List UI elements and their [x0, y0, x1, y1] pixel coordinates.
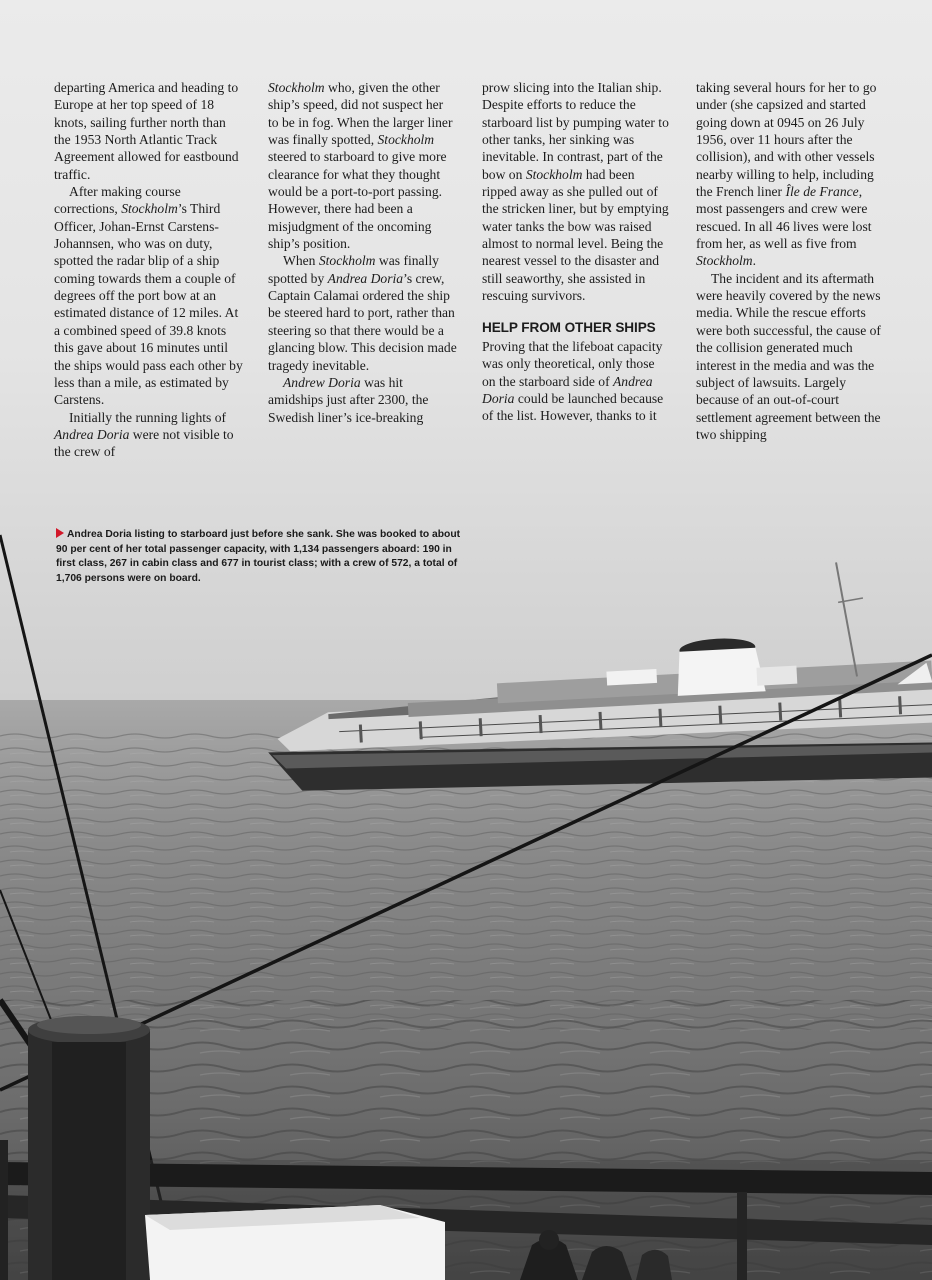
paragraph: Proving that the lifeboat capacity was only theoretical, only those on the starboard side of Andrea Doria could be launched because of the list. However, thanks to it: [482, 338, 664, 424]
article-body: [54, 79, 886, 461]
article-column-2: [268, 79, 457, 461]
paragraph: When Stockholm was finally spotted by Andrea Doria’s crew, Captain Calamai ordered the ship be steered hard to port, rather than steering so that there would be a glancing blow. This decision made tragedy inevitable.: [268, 253, 457, 373]
photo-caption: [56, 528, 468, 586]
ship-name: Andrew Doria: [283, 374, 361, 390]
ship-name: Stockholm: [268, 80, 325, 95]
paragraph: Initially the running lights of Andrea Doria were not visible to the crew of: [54, 409, 234, 460]
ship-name: Andrea Doria: [482, 373, 653, 406]
ship-name: Stockholm: [696, 253, 753, 269]
section-heading: HELP FROM OTHER SHIPS: [482, 320, 656, 336]
ship-name: Stockholm: [318, 253, 376, 269]
ship-name: Stockholm: [121, 201, 178, 217]
ship-name: Stockholm: [525, 166, 583, 182]
ship-name: Andrea Doria: [54, 426, 130, 442]
article-column-4: [696, 79, 885, 461]
article-column-1: [54, 79, 243, 461]
paragraph: Stockholm who, given the other ship’s speed, did not suspect her to be in fog. When the larger liner was finally spotted, Stockholm steered to starboard to give more clearance for what they thought would be a port-to-port passing. However, there had been a misjudgment of the oncoming ship’s position.: [268, 80, 453, 252]
article-column-3: [482, 79, 671, 461]
caption-text: Andrea Doria listing to starboard just before she sank. She was booked to about 90 per cent of her total passenger capacity, with 1,134 passengers aboard: 190 in first class, 267 in cabin class and 677 in tourist class; with a crew of 572, a total of 1,706 persons were on board.: [56, 529, 461, 584]
paragraph: The incident and its aftermath were heavily covered by the news media. While the rescue efforts were both successful, the cause of the collision generated much interest in the media and was the subject of lawsuits. Largely because of an out-of-court settlement agreement between the two shipping: [696, 270, 881, 442]
caption-marker-icon: [56, 528, 64, 538]
ship-name: Île de France: [785, 184, 859, 200]
ship-name: Andrea Doria: [327, 270, 404, 286]
paragraph: Andrew Doria was hit amidships just after 2300, the Swedish liner’s ice-breaking: [268, 374, 429, 425]
paragraph: taking several hours for her to go under (she capsized and started going down at 0945 on 26 July 1956, over 11 hours after the collision), and with other vessels nearby willing to help, including the French liner Île de France, most passengers and crew were rescued. In all 46 lives were lost from her, as well as five from Stockholm.: [696, 80, 877, 269]
paragraph: After making course corrections, Stockholm’s Third Officer, Johan-Ernst Carstens-Johannsen, who was on duty, spotted the radar blip of a ship coming towards them a couple of degrees off the port bow at an estimated distance of 12 miles. At a combined speed of 39.8 knots this gave about 16 minutes until the ships would pass each other by less than a mile, as estimated by Carstens.: [54, 184, 243, 408]
ship-name: Stockholm: [377, 132, 435, 148]
paragraph: prow slicing into the Italian ship. Despite efforts to reduce the starboard list by pumping water to other tanks, her sinking was inevitable. In contrast, part of the bow on Stockholm had been ripped away as she pulled out of the stricken liner, but by emptying water tanks the bow was raised almost to normal level. Being the nearest vessel to the disaster and still seaworthy, she assisted in rescuing survivors.: [482, 80, 669, 304]
paragraph: departing America and heading to Europe at her top speed of 18 knots, sailing further north than the 1953 North Atlantic Track Agreement allowed for eastbound traffic.: [54, 80, 239, 182]
